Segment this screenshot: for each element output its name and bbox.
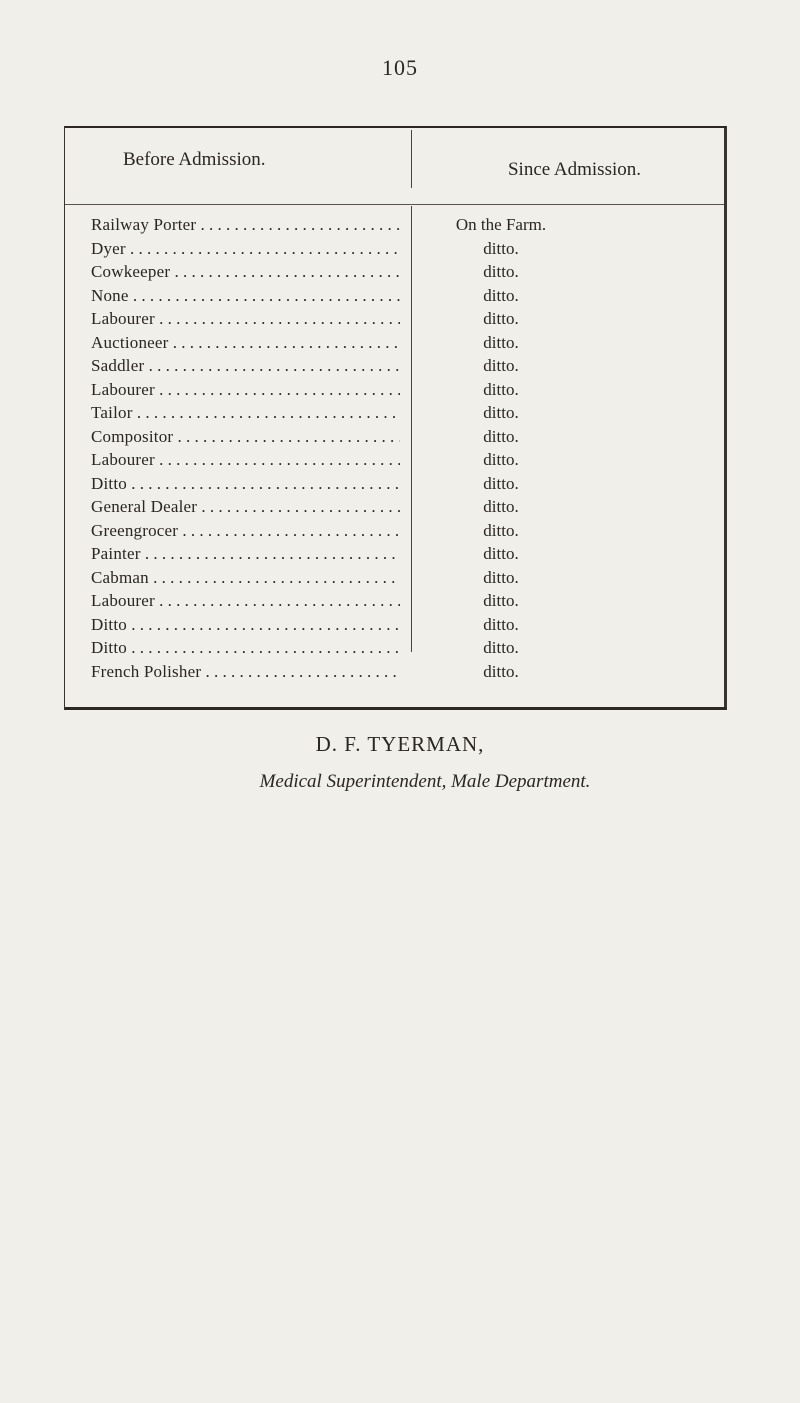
table-body <box>65 215 724 685</box>
table-row <box>65 309 724 333</box>
table-row <box>65 591 724 615</box>
table-row <box>65 568 724 592</box>
occupation-since: ditto. <box>483 309 519 328</box>
occupation-before: Labourer . . . <box>91 450 400 470</box>
occupation-before: Railway Porter . . . <box>91 215 400 235</box>
occupation-since: ditto. <box>483 262 519 281</box>
occupation-before: Labourer . . . <box>91 309 400 329</box>
table-top-rule <box>65 126 726 128</box>
table-row <box>65 662 724 686</box>
occupation-since: ditto. <box>483 473 519 493</box>
table-row <box>65 427 724 451</box>
header-since-admission: Since Admission. <box>507 159 641 180</box>
table-row <box>65 638 724 662</box>
header-rule <box>65 204 724 205</box>
table-bottom-rule <box>65 707 726 710</box>
table-row <box>65 497 724 521</box>
occupation-before: Labourer . . . <box>91 380 400 400</box>
occupation-before: Painter . . . <box>91 544 400 564</box>
occupation-before: Tailor . . . <box>91 403 400 423</box>
occupation-before: Greengrocer . . . <box>91 521 400 541</box>
occupation-since: ditto. <box>483 567 519 587</box>
occupation-since: ditto. <box>483 614 519 634</box>
occupation-before: Cabman . . . <box>91 568 400 588</box>
occupation-before: Cowkeeper . . . <box>91 262 400 282</box>
table-row <box>65 239 724 263</box>
occupation-before: Ditto . . . <box>91 474 400 494</box>
occupation-since: ditto. <box>483 450 519 469</box>
table-row <box>65 380 724 404</box>
occupation-since: ditto. <box>483 661 519 681</box>
occupation-since: ditto. <box>483 238 519 258</box>
occupation-since: ditto. <box>483 520 519 540</box>
occupation-since: ditto. <box>483 426 519 446</box>
table-row <box>65 262 724 286</box>
table-row <box>65 615 724 639</box>
occupation-before: French Polisher . . . <box>91 662 400 682</box>
table-row <box>65 403 724 427</box>
signature-name: D. F. TYERMAN, <box>315 732 485 756</box>
occupation-since: ditto. <box>483 638 519 657</box>
occupation-since: ditto. <box>483 544 519 563</box>
table-row <box>65 215 724 239</box>
table-row <box>65 544 724 568</box>
occupation-since: ditto. <box>483 356 519 375</box>
column-divider <box>411 130 412 188</box>
occupation-since: On the Farm. <box>455 215 547 234</box>
occupation-since: ditto. <box>483 591 519 610</box>
occupation-before: Dyer . . . <box>91 239 400 259</box>
table-row <box>65 521 724 545</box>
occupation-before: None . . . <box>91 286 400 306</box>
occupation-before: Labourer . . . <box>91 591 400 611</box>
occupation-before: Saddler . . . <box>91 356 400 376</box>
occupation-since: ditto. <box>483 379 519 399</box>
page-number: 105 <box>382 55 418 80</box>
occupation-before: Compositor . . . <box>91 427 400 447</box>
occupation-since: ditto. <box>483 497 519 516</box>
table-row <box>65 450 724 474</box>
occupation-before: Auctioneer . . . <box>91 333 400 353</box>
signature-title: Medical Superintendent, Male Department. <box>259 771 591 792</box>
table-row <box>65 333 724 357</box>
occupation-since: ditto. <box>483 285 519 305</box>
header-before-admission: Before Admission. <box>123 149 266 170</box>
occupation-since: ditto. <box>483 403 519 422</box>
occupation-before: General Dealer . . . <box>91 497 400 517</box>
occupation-table <box>64 126 727 710</box>
occupation-before: Ditto . . . <box>91 615 400 635</box>
occupation-since: ditto. <box>483 332 519 352</box>
occupation-before: Ditto . . . <box>91 638 400 658</box>
table-row <box>65 474 724 498</box>
table-row <box>65 356 724 380</box>
table-row <box>65 286 724 310</box>
